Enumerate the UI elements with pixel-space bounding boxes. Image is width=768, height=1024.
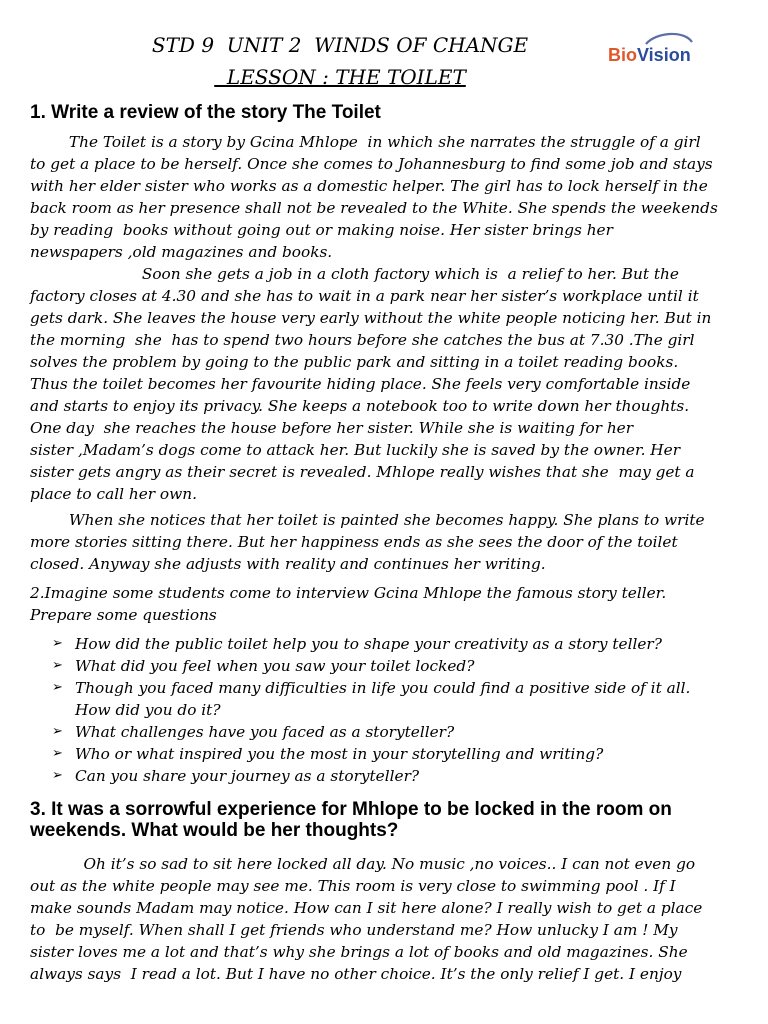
text-line: sister ,Madam’s dogs come to attack her. But luckily she is saved by the owner. Her [30, 441, 681, 459]
svg-text:Bio: Bio [608, 45, 637, 65]
text-line: out as the white people may see me. This room is very close to swimming pool . If I [30, 877, 676, 895]
text-line: more stories sitting there. But her happiness ends as she sees the door of the toilet [30, 533, 678, 551]
text-line: Prepare some questions [30, 606, 217, 624]
list-item [52, 743, 752, 765]
list-item [52, 633, 752, 655]
text-line: and starts to enjoy its privacy. She keeps a notebook too to write down her thoughts. [30, 397, 690, 415]
arrow-bullet-icon: ➢ [52, 680, 63, 695]
question-text: Who or what inspired you the most in your storytelling and writing? [75, 745, 604, 763]
text-line: with her elder sister who works as a domestic helper. The girl has to lock herself in the [30, 177, 708, 195]
text-line: to get a place to be herself. Once she comes to Johannesburg to find some job and stays [30, 155, 713, 173]
list-item [52, 765, 752, 787]
question-text-continued: How did you do it? [75, 701, 221, 719]
arrow-bullet-icon: ➢ [52, 636, 63, 651]
arrow-bullet-icon: ➢ [52, 724, 63, 739]
heading-line: weekends. What would be her thoughts? [30, 820, 399, 841]
arrow-bullet-icon: ➢ [52, 768, 63, 783]
review-paragraph-1 [30, 131, 746, 505]
document-title: STD 9 UNIT 2 WINDS OF CHANGE [151, 33, 529, 57]
text-line: by reading books without going out or making noise. Her sister brings her [30, 221, 613, 239]
arrow-bullet-icon: ➢ [52, 658, 63, 673]
text-line: closed. Anyway she adjusts with reality and continues her writing. [30, 555, 546, 573]
biovision-logo [606, 30, 702, 70]
thoughts-paragraph [30, 853, 746, 985]
text-line: One day she reaches the house before her sister. While she is waiting for her [30, 419, 634, 437]
heading-line: 3. It was a sorrowful experience for Mhlope to be locked in the room on [30, 799, 672, 820]
list-item [52, 721, 752, 743]
question-text: What challenges have you faced as a storyteller? [75, 723, 455, 741]
text-line: The Toilet is a story by Gcina Mhlope in which she narrates the struggle of a girl [30, 133, 701, 151]
list-item [52, 655, 752, 677]
text-line: sister gets angry as their secret is revealed. Mhlope really wishes that she may get a [30, 463, 695, 481]
text-line: solves the problem by going to the public park and sitting in a toilet reading books. [30, 353, 679, 371]
text-line: place to call her own. [30, 485, 197, 503]
text-line: to be myself. When shall I get friends who understand me? How unlucky I am ! My [30, 921, 678, 939]
text-line: Thus the toilet becomes her favourite hiding place. She feels very comfortable inside [30, 375, 691, 393]
text-line: the morning she has to spend two hours before she catches the bus at 7.30 .The girl [30, 331, 695, 349]
section1-heading: 1. Write a review of the story The Toilet [30, 102, 381, 123]
text-line: back room as her presence shall not be revealed to the White. She spends the weekends [30, 199, 718, 217]
text-line: always says I read a lot. But I have no other choice. It’s the only relief I get. I enjoy [30, 965, 682, 983]
text-line: make sounds Madam may notice. How can I sit here alone? I really wish to get a place [30, 899, 703, 917]
text-line: 2.Imagine some students come to interview Gcina Mhlope the famous story teller. [30, 584, 667, 602]
svg-text:Vision: Vision [637, 45, 691, 65]
text-line: Oh it’s so sad to sit here locked all day. No music ,no voices.. I can not even go [30, 855, 696, 873]
text-line: newspapers ,old magazines and books. [30, 243, 333, 261]
text-line: gets dark. She leaves the house very early without the white people noticing her. But in [30, 309, 712, 327]
question-text: What did you feel when you saw your toilet locked? [75, 657, 475, 675]
arrow-bullet-icon: ➢ [52, 746, 63, 761]
question-text: Can you share your journey as a storyteller? [75, 767, 420, 785]
interview-questions-list [52, 633, 752, 787]
question-text: Though you faced many difficulties in life you could find a positive side of it all. [75, 679, 691, 697]
section2-prompt [30, 582, 746, 626]
review-paragraph-2 [30, 509, 746, 575]
list-item [52, 677, 752, 721]
text-line: sister loves me a lot and that’s why she brings a lot of books and old magazines. She [30, 943, 688, 961]
text-line: factory closes at 4.30 and she has to wait in a park near her sister’s workplace until it [30, 287, 699, 305]
lesson-title: LESSON : THE TOILET [214, 65, 466, 89]
text-line: Soon she gets a job in a cloth factory which is a relief to her. But the [30, 265, 679, 283]
text-line: When she notices that her toilet is painted she becomes happy. She plans to write [30, 511, 705, 529]
section3-heading [30, 799, 750, 841]
question-text: How did the public toilet help you to shape your creativity as a story teller? [75, 635, 662, 653]
